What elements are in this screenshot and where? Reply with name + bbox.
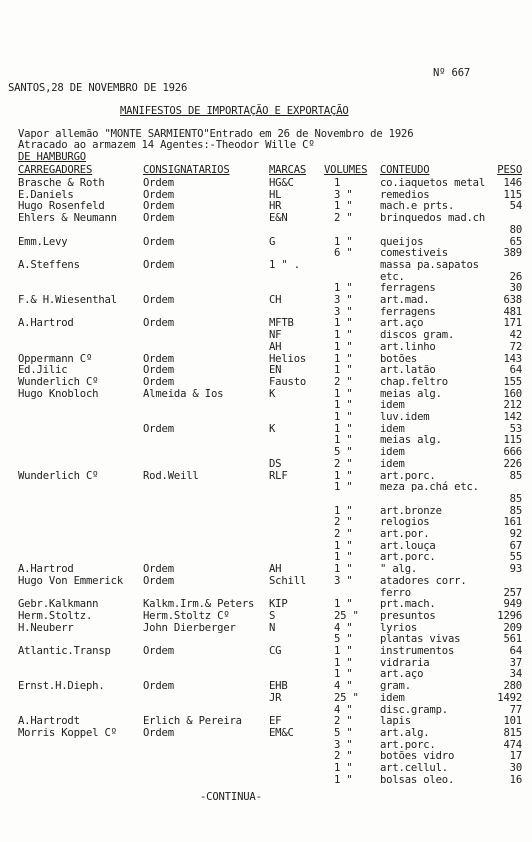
row-contents: remedios bbox=[380, 188, 430, 201]
row-weight: 55 bbox=[509, 551, 522, 564]
row-contents: etc. bbox=[380, 270, 405, 283]
row-shipper: Herm.Stoltz. bbox=[18, 609, 93, 622]
row-weight: 815 bbox=[503, 726, 522, 739]
row-contents: botões vidro bbox=[380, 750, 455, 763]
row-consignee: Erlich & Pereira bbox=[143, 715, 242, 728]
row-contents: art.por. bbox=[380, 528, 430, 540]
header-marks: MARCAS bbox=[269, 164, 307, 176]
row-weight: 53 bbox=[509, 422, 522, 435]
row-volumes: 1 " bbox=[334, 317, 353, 330]
row-shipper: Brasche & Roth bbox=[18, 177, 105, 189]
row-contents: instrumentos bbox=[380, 645, 455, 657]
row-contents: brinquedos mad.ch bbox=[380, 212, 486, 225]
row-volumes: 2 " bbox=[334, 715, 353, 728]
row-volumes: 3 " bbox=[334, 188, 353, 201]
header-volumes: VOLUMES bbox=[324, 164, 368, 176]
row-volumes: 1 " bbox=[334, 411, 353, 423]
row-consignee: Kalkm.Irm.& Peters bbox=[143, 598, 255, 611]
row-marks: HL bbox=[269, 188, 282, 201]
row-volumes: 1 " bbox=[334, 399, 353, 412]
row-consignee: Rod.Weill bbox=[143, 469, 199, 482]
row-weight: 17 bbox=[509, 750, 522, 763]
row-volumes: 1 " bbox=[334, 422, 353, 435]
row-contents: ferragens bbox=[380, 282, 436, 295]
row-shipper: Hugo Von Emmerick bbox=[18, 574, 124, 587]
row-weight: 142 bbox=[503, 411, 522, 423]
row-consignee: Ordem bbox=[143, 645, 174, 657]
row-consignee: Ordem bbox=[143, 352, 174, 365]
row-consignee: Ordem bbox=[143, 317, 174, 330]
row-weight: 638 bbox=[503, 294, 522, 306]
row-marks: EHB bbox=[269, 680, 288, 693]
row-contents: idem bbox=[380, 691, 405, 704]
row-marks: K bbox=[269, 422, 276, 435]
row-volumes: 4 " bbox=[334, 621, 353, 634]
row-weight: 666 bbox=[503, 446, 522, 459]
row-shipper: Ernst.H.Dieph. bbox=[18, 680, 105, 693]
row-contents: meza pa.chá etc. bbox=[380, 481, 479, 494]
row-contents: lapis bbox=[380, 715, 411, 728]
row-contents: discos gram. bbox=[380, 329, 455, 342]
row-weight: 171 bbox=[503, 317, 522, 330]
row-weight: 101 bbox=[503, 715, 522, 728]
row-volumes: 2 " bbox=[334, 457, 353, 470]
row-contents: atadores corr. bbox=[380, 574, 467, 587]
row-contents: lyrios bbox=[380, 621, 418, 634]
row-contents: meias alg. bbox=[380, 387, 442, 400]
row-volumes: 3 " bbox=[334, 294, 353, 306]
header-weight: PESO bbox=[497, 164, 522, 176]
row-consignee: Ordem bbox=[143, 364, 174, 377]
row-volumes: 1 " bbox=[334, 504, 353, 517]
row-volumes: 5 " bbox=[334, 446, 353, 459]
row-marks: EF bbox=[269, 715, 282, 728]
row-weight: 155 bbox=[503, 375, 522, 388]
row-volumes: 2 " bbox=[334, 750, 353, 763]
row-contents: queijos bbox=[380, 235, 424, 248]
row-weight: 389 bbox=[503, 247, 522, 260]
row-weight: 481 bbox=[503, 305, 522, 318]
row-marks: 1 " . bbox=[269, 258, 300, 271]
row-volumes: 1 " bbox=[334, 340, 353, 353]
row-volumes: 2 " bbox=[334, 375, 353, 388]
row-volumes: 5 " bbox=[334, 726, 353, 739]
footer-continua: -CONTINUA- bbox=[200, 791, 262, 803]
row-consignee: Ordem bbox=[143, 680, 174, 693]
vessel-line: Vapor allemão "MONTE SARMIENTO"Entrado em 26 de Novembro de 1926 bbox=[18, 128, 414, 140]
row-contents: " alg. bbox=[380, 563, 418, 576]
row-consignee: Ordem bbox=[143, 422, 174, 435]
row-contents: prt.mach. bbox=[380, 598, 436, 611]
row-consignee: Ordem bbox=[143, 212, 174, 225]
row-contents: art.porc. bbox=[380, 469, 436, 482]
row-weight: 949 bbox=[503, 598, 522, 611]
row-volumes: 1 " bbox=[334, 563, 353, 576]
row-contents: presuntos bbox=[380, 609, 436, 622]
row-consignee: Ordem bbox=[143, 177, 174, 189]
row-shipper: Morris Koppel Cº bbox=[18, 726, 117, 739]
row-shipper: A.Hartrod bbox=[18, 563, 74, 576]
row-marks: E&N bbox=[269, 212, 288, 225]
row-contents: ferragens bbox=[380, 305, 436, 318]
row-weight: 115 bbox=[503, 434, 522, 447]
row-volumes: 3 " bbox=[334, 738, 353, 751]
row-contents: disc.gramp. bbox=[380, 703, 448, 716]
row-contents: massa pa.sapatos bbox=[380, 258, 479, 271]
row-marks: CH bbox=[269, 294, 282, 306]
row-contents: art.bronze bbox=[380, 504, 442, 517]
row-consignee: Ordem bbox=[143, 294, 174, 306]
row-volumes: 1 " bbox=[334, 668, 353, 681]
row-volumes: 1 " bbox=[334, 598, 353, 611]
row-weight: 64 bbox=[509, 645, 522, 657]
row-volumes: 3 " bbox=[334, 574, 353, 587]
row-contents: idem bbox=[380, 399, 405, 412]
row-weight: 34 bbox=[509, 668, 522, 681]
row-volumes: 1 bbox=[334, 177, 341, 189]
row-marks: HG&C bbox=[269, 177, 294, 189]
row-weight: 161 bbox=[503, 516, 522, 529]
header-consignee: CONSIGNATARIOS bbox=[143, 164, 230, 176]
row-contents: art.aço bbox=[380, 317, 424, 330]
row-marks: HR bbox=[269, 200, 282, 213]
row-volumes: 5 " bbox=[334, 633, 353, 646]
row-consignee: Ordem bbox=[143, 188, 174, 201]
row-weight: 72 bbox=[509, 340, 522, 353]
row-marks: DS bbox=[269, 457, 282, 470]
row-contents: art.cellul. bbox=[380, 762, 448, 774]
row-shipper: A.Hartrodt bbox=[18, 715, 80, 728]
row-marks: EN bbox=[269, 364, 282, 377]
row-contents: art.porc. bbox=[380, 738, 436, 751]
row-volumes: 1 " bbox=[334, 551, 353, 564]
row-contents: relogios bbox=[380, 516, 430, 529]
row-contents: mach.e prts. bbox=[380, 200, 455, 213]
row-volumes: 1 " bbox=[334, 364, 353, 377]
row-marks: AH bbox=[269, 340, 282, 353]
header-contents: CONTEUDO bbox=[380, 164, 430, 176]
row-volumes: 1 " bbox=[334, 387, 353, 400]
row-weight: 561 bbox=[503, 633, 522, 646]
row-shipper: Hugo Rosenfeld bbox=[18, 200, 105, 213]
row-volumes: 1 " bbox=[334, 352, 353, 365]
row-volumes: 1 " bbox=[334, 645, 353, 657]
row-volumes: 2 " bbox=[334, 212, 353, 225]
row-weight: 212 bbox=[503, 399, 522, 412]
row-shipper: Atlantic.Transp bbox=[18, 645, 111, 657]
row-shipper: A.Steffens bbox=[18, 258, 80, 271]
row-weight: 26 bbox=[509, 270, 522, 283]
row-weight: 1296 bbox=[497, 609, 522, 622]
row-weight: 160 bbox=[503, 387, 522, 400]
row-contents: idem bbox=[380, 457, 405, 470]
row-volumes: 25 " bbox=[334, 609, 359, 622]
row-shipper: Wunderlich Cº bbox=[18, 375, 99, 388]
row-shipper: Ed.Jilic bbox=[18, 364, 68, 377]
row-consignee: Ordem bbox=[143, 574, 174, 587]
row-shipper: Emm.Levy bbox=[18, 235, 68, 248]
row-weight: 85 bbox=[509, 504, 522, 517]
row-weight: 280 bbox=[503, 680, 522, 693]
document-title: MANIFESTOS DE IMPORTAÇÃO E EXPORTAÇÃO bbox=[120, 105, 349, 117]
row-weight: 115 bbox=[503, 188, 522, 201]
row-weight: 77 bbox=[509, 703, 522, 716]
origin-port: DE HAMBURGO bbox=[18, 151, 86, 163]
header-shipper: CARREGADORES bbox=[18, 164, 93, 176]
row-marks: NF bbox=[269, 329, 282, 342]
row-volumes: 2 " bbox=[334, 516, 353, 529]
row-weight: 30 bbox=[509, 762, 522, 774]
row-marks: CG bbox=[269, 645, 282, 657]
row-shipper: Wunderlich Cº bbox=[18, 469, 99, 482]
row-volumes: 1 " bbox=[334, 200, 353, 213]
row-contents: meias alg. bbox=[380, 434, 442, 447]
row-shipper: Gebr.Kalkmann bbox=[18, 598, 99, 611]
row-consignee: Herm.Stoltz Cº bbox=[143, 609, 230, 622]
row-marks: AH bbox=[269, 563, 282, 576]
row-consignee: Ordem bbox=[143, 200, 174, 213]
row-volumes: 4 " bbox=[334, 680, 353, 693]
row-volumes: 25 " bbox=[334, 691, 359, 704]
row-contents: ferro bbox=[380, 586, 411, 599]
row-consignee: Ordem bbox=[143, 563, 174, 576]
row-weight: 67 bbox=[509, 539, 522, 552]
row-volumes: 2 " bbox=[334, 528, 353, 540]
row-contents: art.louça bbox=[380, 539, 436, 552]
row-volumes: 1 " bbox=[334, 539, 353, 552]
row-marks: KIP bbox=[269, 598, 288, 611]
row-weight: 1492 bbox=[497, 691, 522, 704]
row-contents: art.linho bbox=[380, 340, 436, 353]
row-contents: art.alg. bbox=[380, 726, 430, 739]
row-volumes: 1 " bbox=[334, 434, 353, 447]
document-number: Nº 667 bbox=[433, 67, 471, 79]
row-volumes: 1 " bbox=[334, 762, 353, 774]
row-weight: 146 bbox=[503, 177, 522, 189]
row-weight: 64 bbox=[509, 364, 522, 377]
row-volumes: 1 " bbox=[334, 773, 353, 786]
row-contents: comestiveis bbox=[380, 247, 448, 260]
row-weight: 209 bbox=[503, 621, 522, 634]
row-shipper: E.Daniels bbox=[18, 188, 74, 201]
row-weight: 65 bbox=[509, 235, 522, 248]
row-weight: 474 bbox=[503, 738, 522, 751]
row-marks: K bbox=[269, 387, 276, 400]
row-shipper: H.Neuberr bbox=[18, 621, 74, 634]
row-weight: 37 bbox=[509, 656, 522, 669]
row-volumes: 1 " bbox=[334, 656, 353, 669]
row-weight: 226 bbox=[503, 457, 522, 470]
row-volumes: 3 " bbox=[334, 305, 353, 318]
row-shipper: A.Hartrod bbox=[18, 317, 74, 330]
row-volumes: 6 " bbox=[334, 247, 353, 260]
row-marks: N bbox=[269, 621, 276, 634]
row-consignee: Ordem bbox=[143, 258, 174, 271]
row-weight: 85 bbox=[509, 492, 522, 505]
row-marks: G bbox=[269, 235, 276, 248]
row-weight: 143 bbox=[503, 352, 522, 365]
row-consignee: John Dierberger bbox=[143, 621, 236, 634]
row-contents: chap.feltro bbox=[380, 375, 448, 388]
row-volumes: 1 " bbox=[334, 329, 353, 342]
docked-line: Atracado ao armazem 14 Agentes:-Theodor Wille Cº bbox=[18, 139, 315, 151]
row-volumes: 1 " bbox=[334, 481, 353, 494]
row-weight: 42 bbox=[509, 329, 522, 342]
row-marks: Helios bbox=[269, 352, 307, 365]
row-marks: Fausto bbox=[269, 375, 307, 388]
row-weight: 54 bbox=[509, 200, 522, 213]
row-marks: MFTB bbox=[269, 317, 294, 330]
row-shipper: Hugo Knobloch bbox=[18, 387, 99, 400]
row-contents: plantas vivas bbox=[380, 633, 461, 646]
row-volumes: 1 " bbox=[334, 235, 353, 248]
row-weight: 80 bbox=[509, 223, 522, 236]
row-contents: co.iaquetos metal bbox=[380, 177, 486, 189]
row-consignee: Almeida & Ios bbox=[143, 387, 224, 400]
row-consignee: Ordem bbox=[143, 726, 174, 739]
row-consignee: Ordem bbox=[143, 375, 174, 388]
place-date: SANTOS,28 DE NOVEMBRO DE 1926 bbox=[8, 82, 188, 94]
row-contents: art.latão bbox=[380, 364, 436, 377]
row-marks: RLF bbox=[269, 469, 288, 482]
row-contents: vidraria bbox=[380, 656, 430, 669]
row-contents: idem bbox=[380, 422, 405, 435]
row-consignee: Ordem bbox=[143, 235, 174, 248]
row-contents: art.porc. bbox=[380, 551, 436, 564]
row-shipper: Ehlers & Neumann bbox=[18, 212, 117, 225]
row-marks: Schill bbox=[269, 574, 307, 587]
row-contents: art.aço bbox=[380, 668, 424, 681]
row-volumes: 4 " bbox=[334, 703, 353, 716]
row-weight: 30 bbox=[509, 282, 522, 295]
row-shipper: Oppermann Cº bbox=[18, 352, 93, 365]
row-shipper: F.& H.Wiesenthal bbox=[18, 294, 117, 306]
row-volumes: 1 " bbox=[334, 282, 353, 295]
row-marks: EM&C bbox=[269, 726, 294, 739]
row-contents: idem bbox=[380, 446, 405, 459]
row-contents: luv.idem bbox=[380, 411, 430, 423]
row-weight: 257 bbox=[503, 586, 522, 599]
row-volumes: 1 " bbox=[334, 469, 353, 482]
row-marks: JR bbox=[269, 691, 282, 704]
row-weight: 93 bbox=[509, 563, 522, 576]
row-contents: gram. bbox=[380, 680, 411, 693]
row-weight: 92 bbox=[509, 528, 522, 540]
row-weight: 16 bbox=[509, 773, 522, 786]
row-contents: botões bbox=[380, 352, 418, 365]
row-contents: art.mad. bbox=[380, 294, 430, 306]
row-marks: S bbox=[269, 609, 276, 622]
row-weight: 85 bbox=[509, 469, 522, 482]
row-contents: bolsas oleo. bbox=[380, 773, 455, 786]
